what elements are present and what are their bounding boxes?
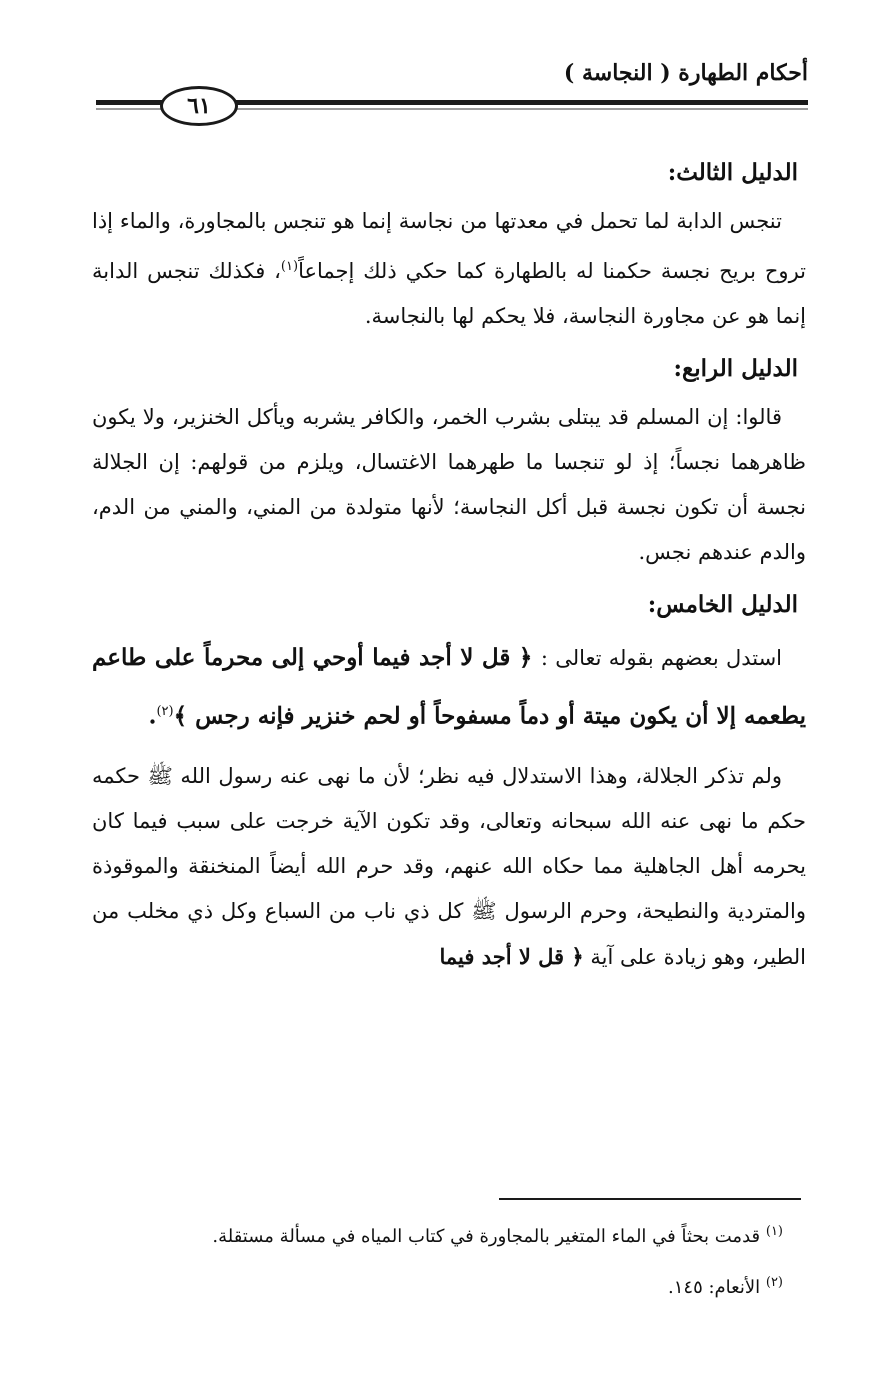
footnote-number: (٢)	[765, 1275, 783, 1290]
footnote-number: (١)	[765, 1224, 783, 1239]
footnote-text: قدمت بحثاً في الماء المتغير بالمجاورة في كتاب المياه في مسألة مستقلة.	[212, 1226, 761, 1247]
paragraph-fifth-evidence	[92, 631, 806, 744]
quran-verse-end: .	[148, 702, 157, 730]
footnote-ref: (١)	[280, 259, 299, 274]
section-heading-third: الدليل الثالث:	[667, 159, 798, 186]
running-header	[96, 58, 808, 118]
paragraph-discussion	[92, 754, 806, 980]
footnote-separator	[499, 1198, 801, 1200]
section-heading-fourth: الدليل الرابع:	[673, 355, 798, 382]
footnote-2	[183, 1269, 783, 1302]
footnote-1	[183, 1218, 783, 1251]
paragraph-text: ولم تذكر الجلالة، وهذا الاستدلال فيه نظر؛ لأن ما نهى عنه رسول الله ﷺ حكمه حكم ما نهى عنه الله سبحانه وتعالى، وقد تكون الآية خرجت على سبب فيما كان يحرمه أهل الجاهلية مما حكاه الله عنهم، وقد حرم الله أيضاً المنخنقة والموقوذة والمتردية والنطيحة، وحرم الرسول ﷺ كل ذي ناب من السباع وكل ذي مخلب من الطير، وهو زيادة على آية	[92, 763, 806, 969]
paragraph-third-evidence	[92, 199, 806, 339]
quran-verse: ﴿ قل لا أجد فيما أوحي إلى محرماً على طاعم يطعمه إلا أن يكون ميتة أو دماً مسفوحاً أو لحم خنزير فإنه رجس ﴾	[92, 644, 806, 730]
footnote-ref: (٢)	[156, 704, 174, 719]
paragraph-text-end: ، فكذلك تنجس الدابة إنما هو عن مجاورة النجاسة، فلا يحكم لها بالنجاسة.	[92, 259, 806, 328]
paragraph-text: تنجس الدابة لما تحمل في معدتها من نجاسة إنما هو تنجس بالمجاورة، والماء إذا تروح بريح نجسة حكمنا له بالطهارة كما حكي ذلك إجماعاً	[92, 209, 807, 283]
page-body	[92, 145, 806, 992]
footnotes	[183, 1218, 783, 1320]
page-number: ٦١	[160, 86, 238, 126]
quran-verse-continued: ﴿ قل لا أجد فيما	[439, 943, 584, 969]
section-heading-fifth: الدليل الخامس:	[647, 591, 798, 618]
footnote-text: الأنعام: ١٤٥.	[668, 1277, 761, 1298]
paragraph-fourth-evidence	[92, 395, 806, 575]
intro-text: استدل بعضهم بقوله تعالى :	[540, 646, 783, 670]
book-title: أحكام الطهارة ( النجاسة )	[563, 60, 808, 86]
paragraph-text: قالوا: إن المسلم قد يبتلى بشرب الخمر، والكافر يشربه ويأكل الخنزير، ولا يكون ظاهرهما نجساً؛ إذ لو تنجسا ما طهرهما الاغتسال، ويلزم من قولهم: إن الجلالة نجسة أن تكون نجسة قبل أكل النجاسة؛ لأنها متولدة من المني، والمني من الدم، والدم عندهم نجس.	[92, 405, 806, 564]
